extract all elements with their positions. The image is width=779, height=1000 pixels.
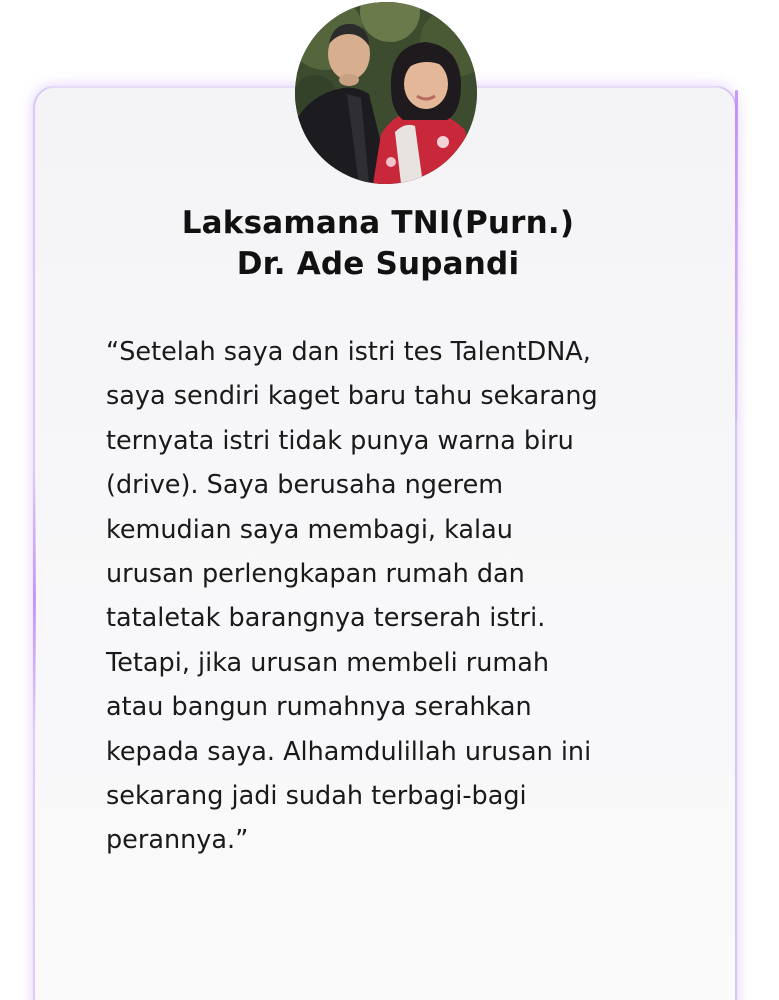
- quote-line: ternyata istri tidak punya warna biru: [106, 425, 574, 456]
- quote-line: Tetapi, jika urusan membeli rumah: [106, 647, 550, 678]
- quote-line: saya sendiri kaget baru tahu sekarang: [106, 381, 598, 412]
- avatar: [295, 2, 477, 184]
- person-name: [60, 203, 696, 285]
- card-border-glow-left: [33, 470, 36, 730]
- quote-line: kepada saya. Alhamdulillah urusan ini: [106, 736, 592, 767]
- person-name-line: Dr. Ade Supandi: [236, 246, 520, 282]
- quote-line: urusan perlengkapan rumah dan: [106, 559, 525, 590]
- quote-line: “Setelah saya dan istri tes TalentDNA,: [106, 337, 591, 367]
- person-title-line: Laksamana TNI(Purn.): [181, 205, 575, 241]
- quote-line: kemudian saya membagi, kalau: [106, 514, 513, 545]
- quote-line: (drive). Saya berusaha ngerem: [106, 470, 504, 501]
- testimonial-quote: [106, 330, 716, 863]
- person-photo-icon: [295, 2, 477, 184]
- quote-line: tataletak barangnya terserah istri.: [106, 603, 546, 634]
- quote-line: perannya.”: [106, 825, 249, 856]
- quote-line: atau bangun rumahnya serahkan: [106, 692, 532, 723]
- card-border-glow-right: [735, 90, 738, 420]
- quote-line: sekarang jadi sudah terbagi-bagi: [106, 781, 527, 812]
